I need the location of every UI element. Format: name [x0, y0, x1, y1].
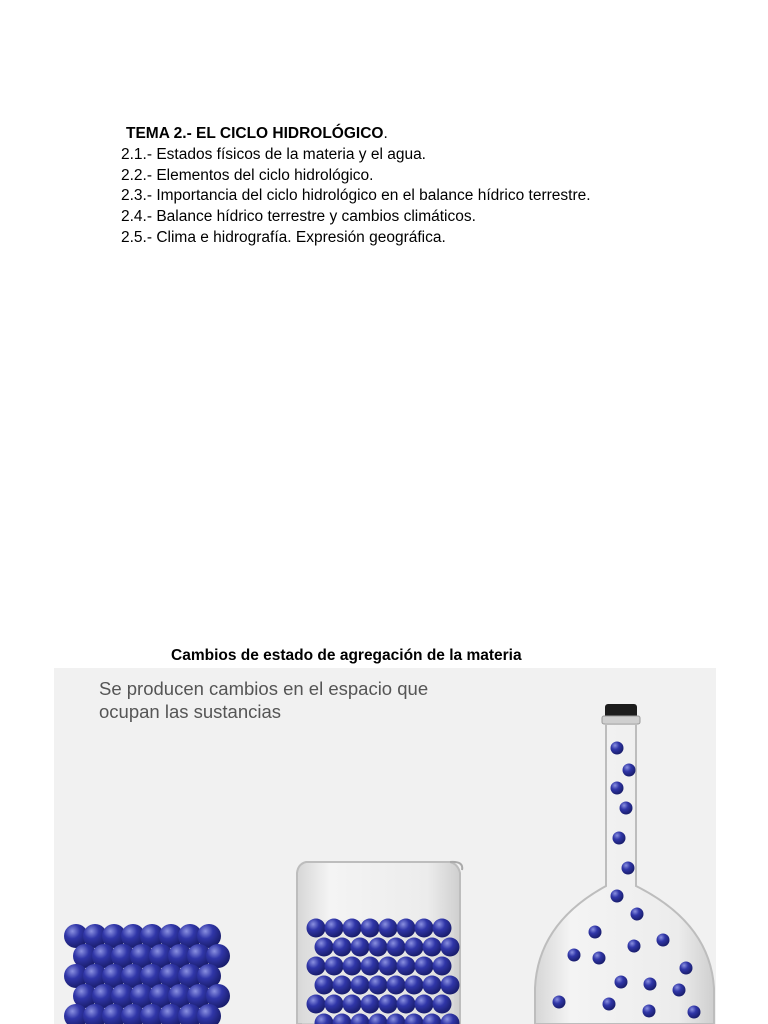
molecule [415, 995, 434, 1014]
molecule [441, 938, 460, 957]
molecule [343, 919, 362, 938]
molecule [673, 984, 686, 997]
molecule [387, 938, 406, 957]
molecule [397, 995, 416, 1014]
solid-molecule-block [64, 924, 230, 1024]
molecule [369, 938, 388, 957]
molecule [361, 919, 380, 938]
molecule [307, 957, 326, 976]
molecule [325, 919, 344, 938]
toc-item: 2.3.- Importancia del ciclo hidrológico en el balance hídrico terrestre. [121, 187, 591, 205]
molecule [423, 938, 442, 957]
molecule [397, 957, 416, 976]
molecule [369, 976, 388, 995]
molecule [568, 949, 581, 962]
molecule [631, 908, 644, 921]
molecule [611, 890, 624, 903]
figure-title: Cambios de estado de agregación de la materia [171, 647, 522, 664]
molecule [343, 957, 362, 976]
molecule [405, 938, 424, 957]
molecule [333, 938, 352, 957]
molecule [644, 978, 657, 991]
molecule [553, 996, 566, 1009]
molecule [611, 742, 624, 755]
beaker [297, 862, 462, 1024]
toc-item: 2.2.- Elementos del ciclo hidrológico. [121, 166, 374, 184]
molecule [415, 919, 434, 938]
molecule [593, 952, 606, 965]
molecule [333, 976, 352, 995]
molecule [643, 1005, 656, 1018]
molecule [415, 957, 434, 976]
molecule [433, 995, 452, 1014]
flask [535, 704, 714, 1024]
molecule [688, 1006, 701, 1019]
toc-item: 2.1.- Estados físicos de la materia y el agua. [121, 145, 426, 163]
molecule [603, 998, 616, 1011]
molecule [622, 862, 635, 875]
molecule [361, 957, 380, 976]
molecule [405, 976, 424, 995]
toc-item: 2.5.- Clima e hidrografía. Expresión geográfica. [121, 228, 446, 246]
molecule [628, 940, 641, 953]
flask-lip [602, 716, 640, 724]
molecule [623, 764, 636, 777]
molecule [397, 919, 416, 938]
molecule [615, 976, 628, 989]
molecule [589, 926, 602, 939]
molecule [433, 957, 452, 976]
molecule [379, 957, 398, 976]
molecule [611, 782, 624, 795]
molecule [315, 976, 334, 995]
toc-title: TEMA 2.- EL CICLO HIDROLÓGICO. [126, 125, 388, 142]
molecule [315, 938, 334, 957]
liquid-molecules [307, 919, 460, 1024]
molecule [433, 919, 452, 938]
molecule [325, 995, 344, 1014]
molecule [351, 976, 370, 995]
molecule [379, 919, 398, 938]
states-of-matter-figure [54, 668, 716, 1024]
figure-caption: Se producen cambios en el espacio que ocupan las sustancias [99, 678, 429, 722]
molecule [680, 962, 693, 975]
molecule [387, 976, 406, 995]
molecule [379, 995, 398, 1014]
molecule [657, 934, 670, 947]
states-illustration [54, 668, 716, 1024]
molecule [343, 995, 362, 1014]
molecule [351, 938, 370, 957]
toc-item: 2.4.- Balance hídrico terrestre y cambios climáticos. [121, 208, 476, 226]
molecule [423, 976, 442, 995]
molecule [620, 802, 633, 815]
molecule [613, 832, 626, 845]
molecule [307, 919, 326, 938]
molecule [307, 995, 326, 1014]
molecule [325, 957, 344, 976]
molecule [361, 995, 380, 1014]
molecule [441, 976, 460, 995]
table-of-contents [121, 124, 641, 249]
